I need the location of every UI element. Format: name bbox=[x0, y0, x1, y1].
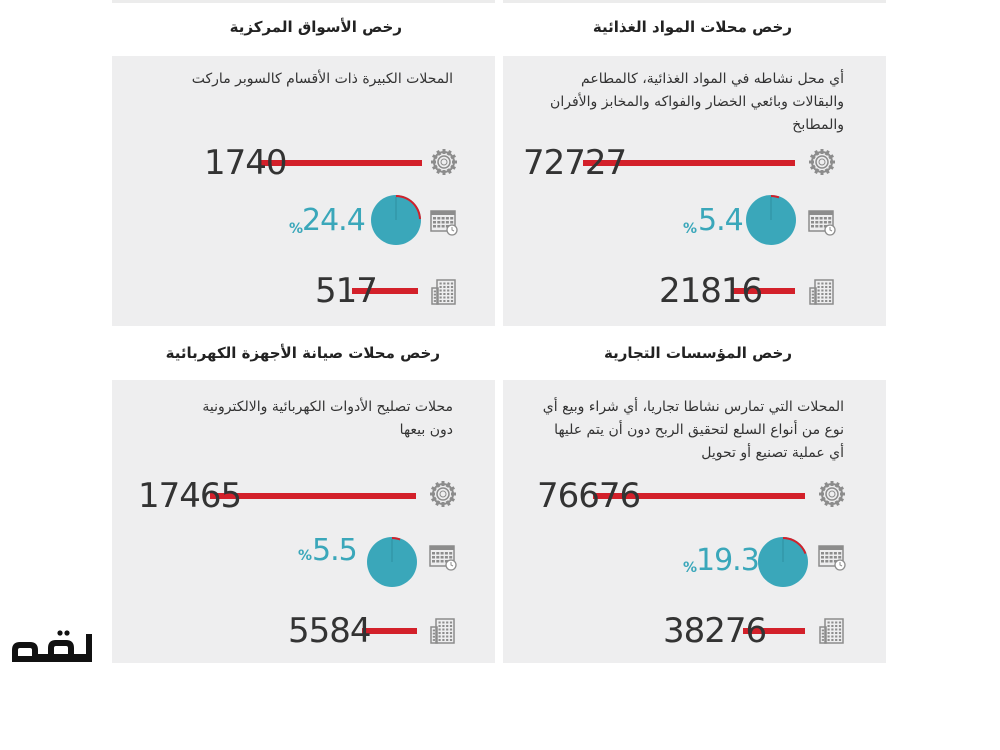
licenses-value: 76676 bbox=[537, 476, 641, 516]
percentage-value: 24.4 bbox=[302, 203, 365, 238]
percentage-value: 5.5 bbox=[312, 533, 357, 568]
licenses-value: 72727 bbox=[523, 143, 627, 183]
desc-line: نوع من أنواع السلع لتحقيق الربح دون أن يتم عليها bbox=[554, 422, 844, 438]
desc-line: أي عملية تصنيع أو تحويل bbox=[701, 445, 844, 461]
desc-line: محلات تصليح الأدوات الكهربائية والالكترونية bbox=[202, 399, 453, 415]
building-icon bbox=[430, 278, 458, 306]
percentage-pie bbox=[370, 194, 422, 246]
food-description bbox=[550, 68, 844, 137]
calendar-icon bbox=[808, 208, 836, 236]
calendar-icon bbox=[430, 208, 458, 236]
building-icon bbox=[818, 617, 846, 645]
gear-icon bbox=[429, 480, 457, 508]
commercial-heading: رخص المؤسسات التجارية bbox=[603, 344, 792, 362]
food-heading: رخص محلات المواد الغذائية bbox=[592, 18, 792, 36]
food-panel bbox=[503, 56, 886, 326]
desc-line: المحلات الكبيرة ذات الأقسام كالسوبر ماركت bbox=[191, 71, 453, 87]
building-icon bbox=[808, 278, 836, 306]
gear-icon bbox=[818, 480, 846, 508]
desc-line: والبقالات وبائعي الخضار والفواكه والمخابز والأفران bbox=[550, 94, 844, 110]
percent-sign: % bbox=[298, 548, 313, 564]
percent-sign: % bbox=[683, 560, 698, 576]
electrical-panel bbox=[112, 380, 495, 663]
percentage-value: 19.3 bbox=[696, 543, 759, 578]
buildings-value: 517 bbox=[315, 271, 377, 311]
calendar-icon bbox=[429, 543, 457, 571]
gear-icon bbox=[430, 148, 458, 176]
top-divider-left bbox=[112, 0, 495, 3]
licenses-value: 1740 bbox=[204, 143, 287, 183]
electrical-description bbox=[202, 396, 453, 442]
desc-line: أي محل نشاطه في المواد الغذائية، كالمطاعم bbox=[581, 71, 844, 87]
commercial-description bbox=[543, 396, 844, 465]
desc-line: دون بيعها bbox=[399, 422, 453, 438]
buildings-value: 21816 bbox=[659, 271, 763, 311]
electrical-heading: رخص محلات صيانة الأجهزة الكهربائية bbox=[165, 344, 440, 362]
percentage-pie bbox=[757, 536, 809, 588]
gear-icon bbox=[808, 148, 836, 176]
desc-line: والمطابخ bbox=[792, 117, 844, 133]
makkah-logo bbox=[8, 628, 94, 666]
percent-sign: % bbox=[683, 221, 698, 237]
buildings-value: 5584 bbox=[288, 611, 371, 651]
percentage-pie bbox=[366, 536, 418, 588]
buildings-value: 38276 bbox=[663, 611, 767, 651]
commercial-panel bbox=[503, 380, 886, 663]
calendar-icon bbox=[818, 543, 846, 571]
building-icon bbox=[429, 617, 457, 645]
supermarkets-panel bbox=[112, 56, 495, 326]
licenses-value: 17465 bbox=[138, 476, 242, 516]
desc-line: المحلات التي تمارس نشاطا تجاريا، أي شراء وبيع أي bbox=[542, 399, 844, 415]
percentage-value: 5.4 bbox=[698, 203, 743, 238]
percentage-pie bbox=[745, 194, 797, 246]
supermarkets-description bbox=[192, 68, 453, 91]
top-divider-right bbox=[503, 0, 886, 3]
percent-sign: % bbox=[289, 221, 304, 237]
supermarkets-heading: رخص الأسواق المركزية bbox=[229, 18, 402, 36]
